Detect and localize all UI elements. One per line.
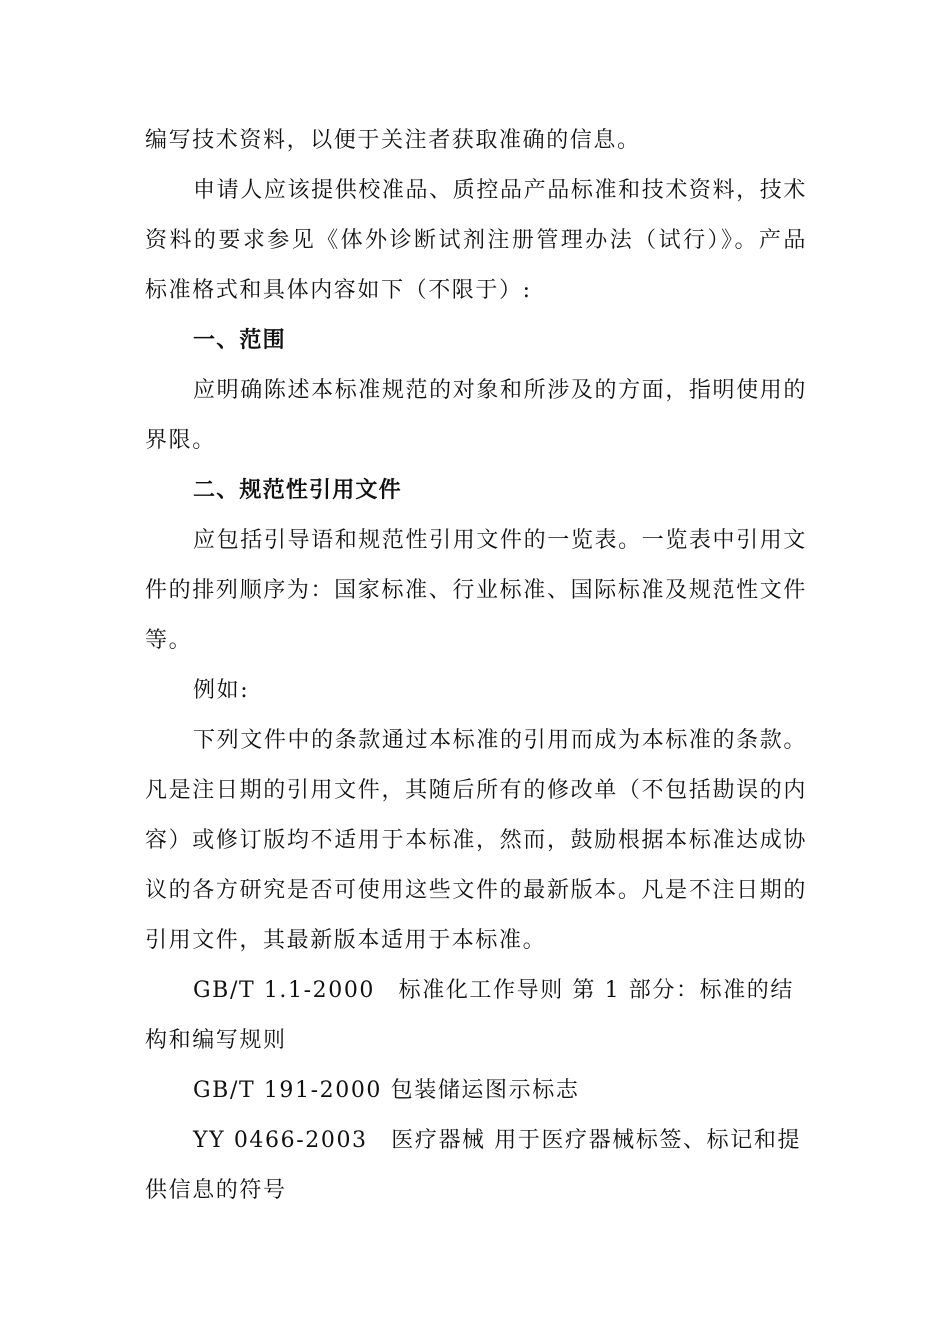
paragraph-applicant-requirements: 申请人应该提供校准品、质控品产品标准和技术资料，技术资料的要求参见《体外诊断试剂注册管理办法（试行）》。产品标准格式和具体内容如下（不限于）:: [145, 178, 807, 303]
paragraph-scope: 应明确陈述本标准规范的对象和所涉及的方面，指明使用的界限。: [145, 378, 807, 453]
section-heading-normative-references: 二、规范性引用文件: [193, 478, 402, 503]
reference-item-gbt-191: GB/T 191-2000 包装储运图示标志: [193, 1078, 580, 1103]
paragraph-example-text: 下列文件中的条款通过本标准的引用而成为本标准的条款。凡是注日期的引用文件，其随后所有的修改单（不包括勘误的内容）或修订版均不适用于本标准，然而，鼓励根据本标准达成协议的各方研究是否可使用这些文件的最新版本。凡是不注日期的引用文件，其最新版本适用于本标准。: [145, 728, 807, 953]
document-body: [145, 116, 807, 1216]
reference-item-yy-0466: YY 0466-2003 医疗器械 用于医疗器械标签、标记和提供信息的符号: [145, 1128, 802, 1203]
paragraph-references-intro: 应包括引导语和规范性引用文件的一览表。一览表中引用文件的排列顺序为：国家标准、行业标准、国际标准及规范性文件等。: [145, 528, 807, 653]
paragraph-example-label: 例如:: [193, 678, 250, 703]
section-heading-scope: 一、范围: [193, 328, 286, 353]
reference-item-gbt-1-1: GB/T 1.1-2000 标准化工作导则 第 1 部分：标准的结构和编写规则: [145, 978, 795, 1053]
paragraph-continuation: 编写技术资料，以便于关注者获取准确的信息。: [145, 128, 641, 153]
